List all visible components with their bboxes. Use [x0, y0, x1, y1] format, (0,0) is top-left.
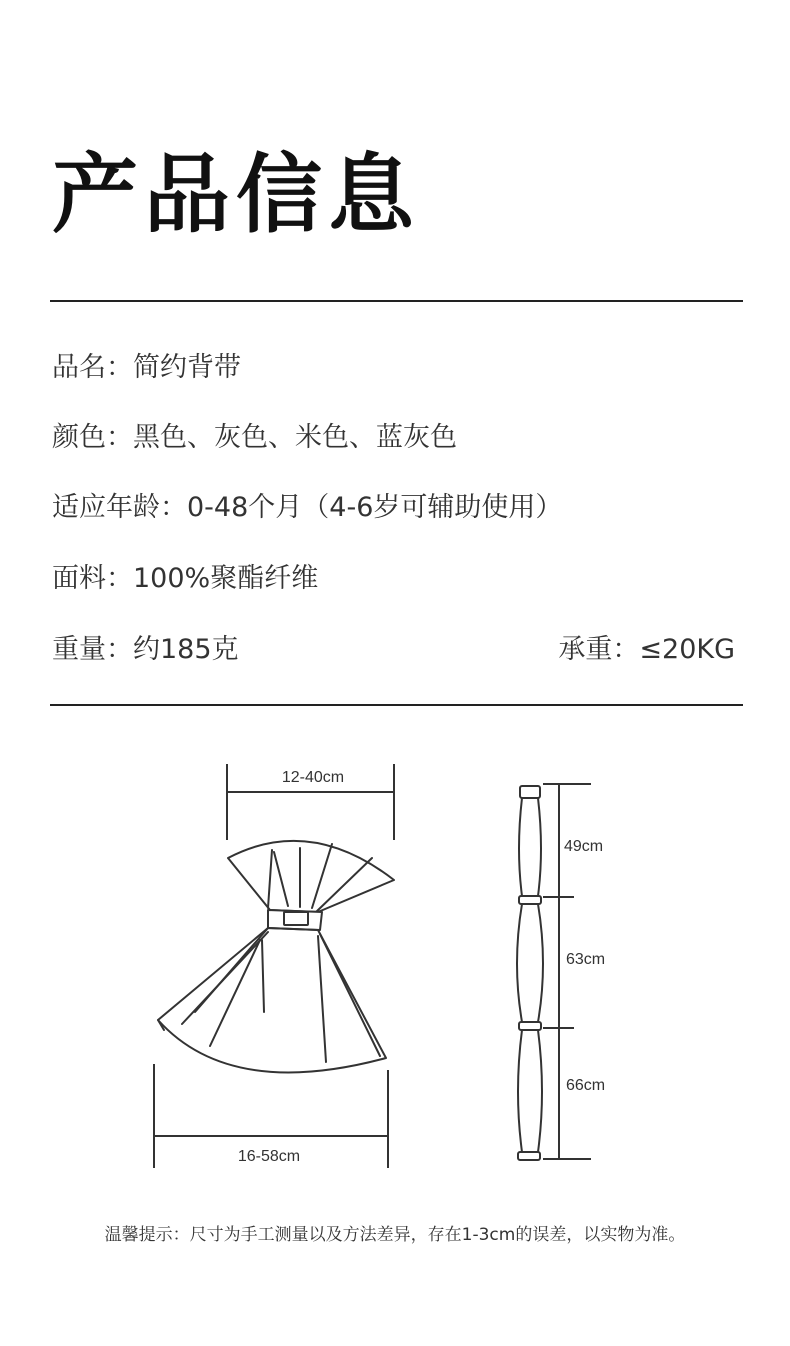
sling-drawing	[158, 841, 394, 1073]
spec-material: 面料：100%聚酯纤维	[52, 563, 319, 594]
bottom-width-label: 16-58cm	[237, 1148, 301, 1165]
strap-seg2-label: 63cm	[566, 951, 606, 968]
strap-seg1-label: 49cm	[564, 838, 604, 855]
bottom-divider	[50, 704, 743, 706]
sling-upper-panel	[228, 841, 394, 912]
top-width-label: 12-40cm	[281, 769, 345, 786]
page-title: 产品信息	[52, 145, 420, 245]
spec-load: 承重：≤20KG	[558, 634, 735, 665]
strap-drawing	[517, 786, 543, 1160]
spec-name: 品名：简约背带	[52, 352, 241, 383]
top-divider	[50, 300, 743, 302]
strap-seg3-label: 66cm	[566, 1077, 606, 1094]
spec-weight: 重量：约185克	[52, 634, 239, 665]
product-dimension-diagram	[0, 740, 790, 1190]
spec-color: 颜色：黑色、灰色、米色、蓝灰色	[52, 422, 457, 453]
spec-age: 适应年龄：0-48个月（4-6岁可辅助使用）	[52, 492, 563, 523]
measurement-note: 温馨提示：尺寸为手工测量以及方法差异，存在1-3cm的误差，以实物为准。	[104, 1225, 686, 1245]
